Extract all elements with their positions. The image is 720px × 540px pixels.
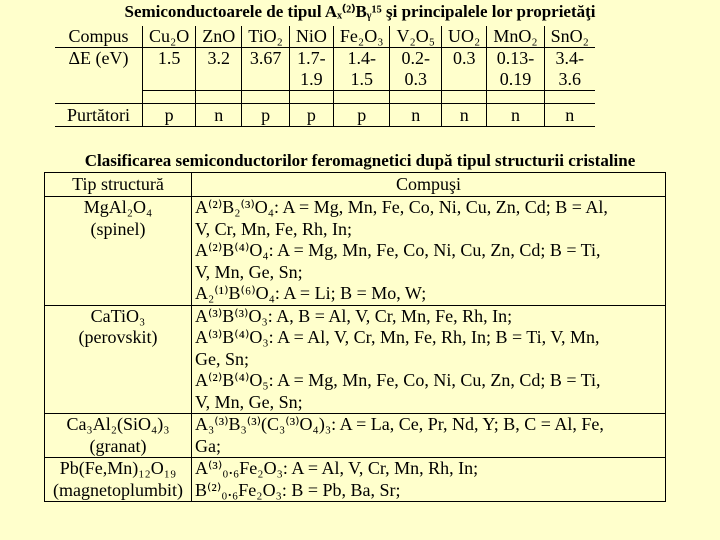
cell: TiO₂ (242, 26, 290, 48)
cell: p (289, 104, 333, 127)
cell (242, 48, 290, 91)
value: 0.13- (496, 48, 535, 68)
cell (333, 48, 390, 91)
cell (442, 48, 487, 91)
value: 3.4- (555, 48, 584, 68)
cell: p (143, 104, 196, 127)
value: 0.3 (452, 48, 476, 68)
compound-line: A⁽²⁾B₂⁽³⁾O₄: A = Mg, Mn, Fe, Co, Ni, Cu, Zn, Cd; B = Al, (195, 197, 608, 217)
spacer-row (55, 91, 595, 104)
value: 0.3 (404, 69, 428, 89)
cell: n (487, 104, 544, 127)
cell: V₂O₅ (390, 26, 442, 48)
compound-line: A⁽³⁾B⁽⁴⁾O₃: A = Al, V, Cr, Mn, Fe, Rh, In; B = Ti, V, Mn, (195, 327, 600, 347)
structure-name: (perovskit) (78, 327, 158, 347)
compounds-cell (192, 414, 666, 458)
structure-cell (45, 305, 192, 414)
cell: p (333, 104, 390, 127)
compound-line: A₃⁽³⁾B₃⁽³⁾(C₃⁽³⁾O₄)₃: A = La, Ce, Pr, Nd, Y; B, C = Al, Fe, (195, 414, 604, 434)
structure-name: (granat) (89, 435, 147, 456)
compound-line: A₂⁽¹⁾B⁽⁶⁾O₄: A = Li; B = Mo, W; (195, 283, 427, 303)
cell: Cu₂O (143, 26, 196, 48)
value: 3.67 (249, 48, 282, 68)
structure-cell (45, 197, 192, 306)
compounds-cell (192, 458, 666, 502)
value: 1.9 (300, 69, 323, 89)
cell (289, 48, 333, 91)
structure-cell (45, 414, 192, 458)
cell: n (442, 104, 487, 127)
compounds-cell (192, 197, 666, 306)
structure-name: (spinel) (90, 218, 146, 239)
cell: p (242, 104, 290, 127)
table-row (45, 458, 666, 502)
semiconductor-properties-table (55, 26, 595, 127)
structure-formula: Pb(Fe,Mn)₁₂O₁₉ (59, 458, 177, 478)
compound-line: Ge, Sn; (195, 348, 249, 369)
structure-formula: Ca₃Al₂(SiO₄)₃ (66, 414, 170, 434)
compound-line: A⁽²⁾B⁽⁴⁾O₄: A = Mg, Mn, Fe, Co, Ni, Cu, Zn, Cd; B = Ti, (195, 240, 601, 260)
cell: n (390, 104, 442, 127)
compound-line: V, Cr, Mn, Fe, Rh, In; (195, 218, 352, 239)
compound-line: A⁽³⁾₀.₆Fe₂O₃: A = Al, V, Cr, Mn, Rh, In; (195, 458, 479, 478)
value: 1.5 (157, 48, 181, 68)
compounds-cell (192, 305, 666, 414)
cell (143, 48, 196, 91)
header-structure: Tip structură (45, 173, 192, 197)
value: 3.2 (207, 48, 231, 68)
ferromagnetic-classification-table (44, 172, 666, 502)
row-header: Purtători (55, 104, 143, 127)
table1-title: Semiconductoarele de tipul Aₓ⁽²⁾Bᵧ¹⁵ şi principalele lor proprietăţi (124, 2, 596, 21)
value: 3.6 (558, 69, 581, 89)
cell (390, 48, 442, 91)
row-header: Compus (55, 26, 143, 48)
value: 1.7- (297, 48, 326, 68)
cell: ZnO (196, 26, 242, 48)
compound-line: Ga; (195, 435, 221, 456)
table-row (45, 197, 666, 306)
band-gap-row (55, 48, 595, 91)
cell (544, 48, 595, 91)
row-header: ΔE (eV) (68, 48, 129, 68)
cell: UO₂ (442, 26, 487, 48)
cell: SnO₂ (544, 26, 595, 48)
value: 0.19 (499, 69, 532, 89)
cell: n (544, 104, 595, 127)
structure-name: (magnetoplumbit) (53, 479, 183, 500)
cell (487, 48, 544, 91)
compound-line: B⁽²⁾₀.₆Fe₂O₃: B = Pb, Ba, Sr; (195, 479, 401, 500)
header-compounds: Compuşi (192, 173, 666, 197)
header-row (45, 173, 666, 197)
compound-line: A⁽²⁾B⁽⁴⁾O₅: A = Mg, Mn, Fe, Co, Ni, Cu, Zn, Cd; B = Ti, (195, 370, 601, 390)
cell: n (196, 104, 242, 127)
table2-title: Clasificarea semiconductorilor feromagnetici după tipul structurii cristaline (84, 151, 636, 170)
compound-line: V, Mn, Ge, Sn; (195, 391, 303, 412)
compound-line: V, Mn, Ge, Sn; (195, 261, 303, 282)
carriers-row (55, 104, 595, 127)
value: 1.5 (350, 69, 373, 89)
compound-line: A⁽³⁾B⁽³⁾O₃: A, B = Al, V, Cr, Mn, Fe, Rh, In; (195, 305, 513, 326)
structure-formula: CaTiO₃ (90, 305, 146, 326)
cell: NiO (289, 26, 333, 48)
value: 0.2- (401, 48, 431, 68)
table-row (45, 305, 666, 414)
compound-row (55, 26, 595, 48)
structure-formula: MgAl₂O₄ (83, 197, 153, 217)
cell: MnO₂ (487, 26, 544, 48)
structure-cell (45, 458, 192, 502)
table-row (45, 414, 666, 458)
cell (196, 48, 242, 91)
value: 1.4- (347, 48, 376, 68)
cell: Fe₂O₃ (333, 26, 390, 48)
